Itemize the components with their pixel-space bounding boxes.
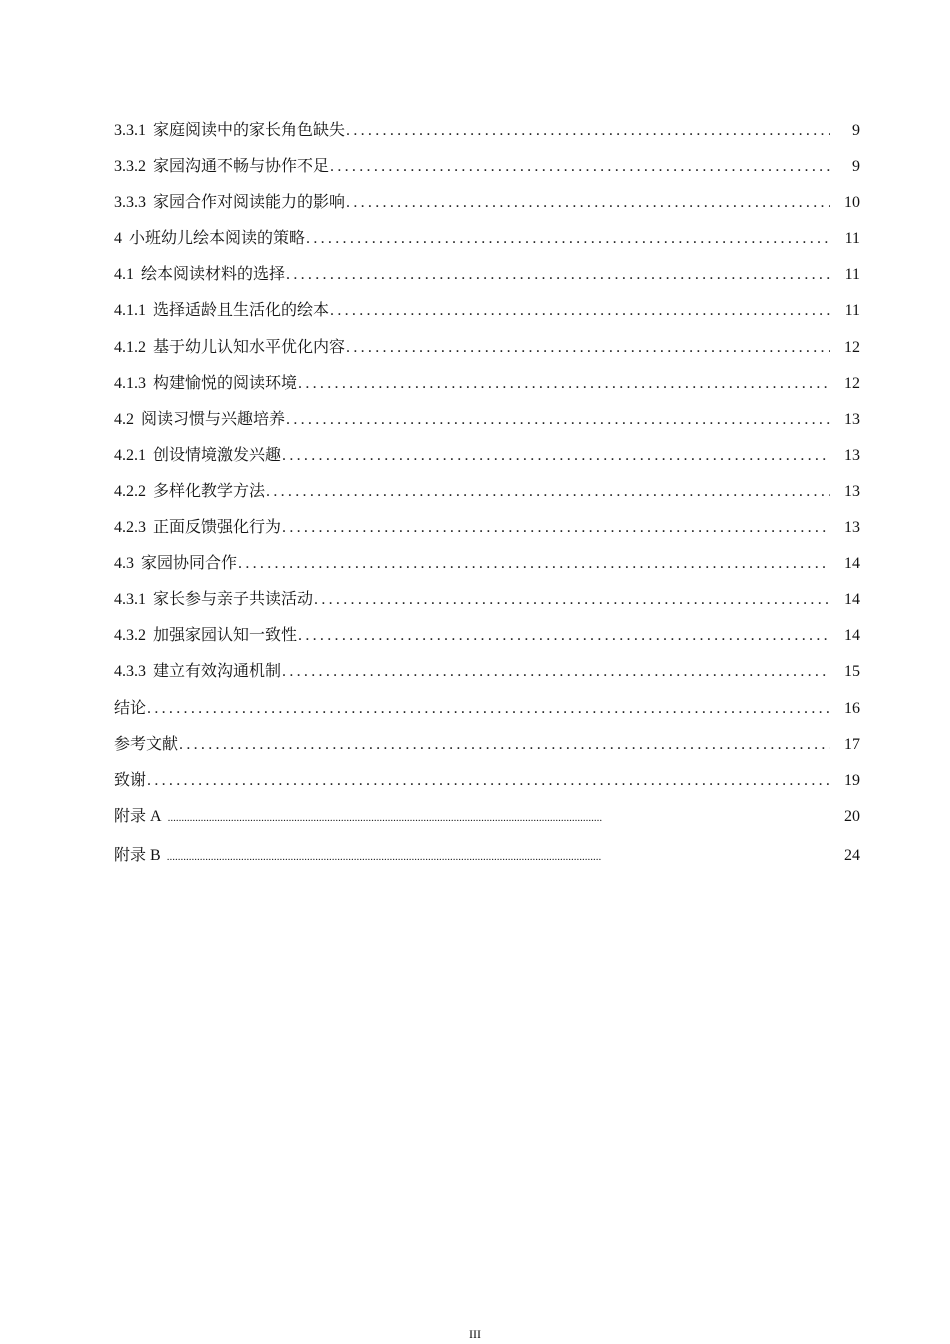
toc-entry[interactable] bbox=[114, 474, 860, 510]
toc-leader-dots bbox=[330, 149, 830, 185]
toc-entry-number: 4.2.1 bbox=[114, 446, 146, 464]
toc-entry-page: 11 bbox=[844, 302, 860, 320]
toc-entry-number: 4.2.2 bbox=[114, 482, 146, 500]
toc-entry[interactable] bbox=[114, 654, 860, 690]
toc-entry[interactable] bbox=[114, 838, 860, 877]
toc-entry-title: 阅读习惯与兴趣培养 bbox=[141, 410, 286, 428]
toc-entry[interactable] bbox=[114, 293, 860, 329]
toc-entry-label bbox=[114, 582, 313, 618]
toc-entry-label bbox=[114, 402, 285, 438]
toc-entry-page: 17 bbox=[844, 735, 860, 753]
toc-entry-page: 10 bbox=[844, 194, 860, 212]
toc-entry-number: 4.2 bbox=[114, 410, 134, 428]
toc-entry-number: 3.3.2 bbox=[114, 158, 146, 176]
toc-entry-title: 附录 B bbox=[114, 846, 161, 864]
toc-entry-label bbox=[114, 185, 345, 221]
toc-entry-page: 20 bbox=[844, 807, 860, 825]
toc-entry-label bbox=[114, 618, 297, 654]
toc-entry-label bbox=[114, 221, 305, 257]
toc-entry-number: 4.3.3 bbox=[114, 663, 146, 681]
toc-leader-dots bbox=[147, 691, 830, 727]
toc-entry-title: 绘本阅读材料的选择 bbox=[141, 266, 286, 284]
toc-entry-page: 13 bbox=[844, 519, 860, 537]
toc-entry[interactable] bbox=[114, 257, 860, 293]
toc-entry[interactable] bbox=[114, 438, 860, 474]
toc-leader-dots bbox=[286, 402, 830, 438]
toc-entry-number: 4.1.3 bbox=[114, 374, 146, 392]
toc-entry-title: 家园合作对阅读能力的影响 bbox=[153, 194, 346, 212]
toc-entry[interactable] bbox=[114, 691, 860, 727]
toc-entry-title: 小班幼儿绘本阅读的策略 bbox=[129, 230, 306, 248]
toc-entry[interactable] bbox=[114, 366, 860, 402]
toc-leader-dots bbox=[330, 293, 830, 329]
toc-entry-label bbox=[114, 691, 146, 727]
toc-entry-label bbox=[114, 763, 146, 799]
toc-entry-title: 构建愉悦的阅读环境 bbox=[153, 374, 298, 392]
toc-leader-dots bbox=[168, 800, 836, 836]
toc-leader-dots bbox=[314, 582, 830, 618]
toc-leader-dots bbox=[179, 727, 830, 763]
toc-entry-page: 13 bbox=[844, 410, 860, 428]
toc-entry-label bbox=[114, 366, 297, 402]
table-of-contents bbox=[114, 113, 860, 877]
page-number: III bbox=[469, 1327, 481, 1341]
toc-leader-dots bbox=[346, 185, 830, 221]
toc-leader-dots bbox=[167, 839, 836, 875]
toc-entry-label bbox=[114, 546, 237, 582]
toc-entry-label bbox=[114, 838, 161, 874]
toc-entry-page: 13 bbox=[844, 446, 860, 464]
toc-entry-title: 家园协同合作 bbox=[141, 555, 238, 573]
toc-entry[interactable] bbox=[114, 330, 860, 366]
toc-entry-label bbox=[114, 654, 281, 690]
toc-entry-label bbox=[114, 510, 281, 546]
toc-entry-title: 正面反馈强化行为 bbox=[153, 519, 282, 537]
toc-entry[interactable] bbox=[114, 510, 860, 546]
toc-entry-title: 选择适龄且生活化的绘本 bbox=[153, 302, 330, 320]
toc-entry-number: 4 bbox=[114, 230, 122, 248]
toc-leader-dots bbox=[282, 438, 830, 474]
toc-entry-label bbox=[114, 474, 265, 510]
toc-entry-number: 4.3.2 bbox=[114, 627, 146, 645]
toc-entry-label bbox=[114, 799, 162, 835]
toc-entry-title: 加强家园认知一致性 bbox=[153, 627, 298, 645]
toc-entry-number: 4.2.3 bbox=[114, 519, 146, 537]
toc-entry-title: 多样化教学方法 bbox=[153, 482, 266, 500]
toc-entry[interactable] bbox=[114, 546, 860, 582]
toc-entry-number: 4.3 bbox=[114, 555, 134, 573]
toc-leader-dots bbox=[298, 618, 830, 654]
toc-leader-dots bbox=[298, 366, 830, 402]
toc-entry-title: 基于幼儿认知水平优化内容 bbox=[153, 338, 346, 356]
toc-entry-label bbox=[114, 438, 281, 474]
toc-entry-page: 11 bbox=[844, 230, 860, 248]
toc-entry-title: 结论 bbox=[114, 699, 147, 717]
toc-entry-number: 3.3.3 bbox=[114, 194, 146, 212]
toc-entry-page: 9 bbox=[852, 122, 860, 139]
toc-leader-dots bbox=[346, 330, 830, 366]
toc-entry-number: 3.3.1 bbox=[114, 122, 146, 139]
toc-leader-dots bbox=[282, 510, 830, 546]
toc-entry-page: 14 bbox=[844, 591, 860, 609]
toc-entry-page: 15 bbox=[844, 663, 860, 681]
toc-entry-number: 4.3.1 bbox=[114, 591, 146, 609]
toc-entry[interactable] bbox=[114, 149, 860, 185]
toc-entry[interactable] bbox=[114, 221, 860, 257]
toc-entry-title: 家庭阅读中的家长角色缺失 bbox=[153, 122, 346, 139]
toc-entry-label bbox=[114, 330, 345, 366]
toc-entry[interactable] bbox=[114, 402, 860, 438]
toc-entry[interactable] bbox=[114, 582, 860, 618]
toc-entry[interactable] bbox=[114, 799, 860, 838]
toc-entry-page: 11 bbox=[844, 266, 860, 284]
toc-entry-page: 24 bbox=[844, 846, 860, 864]
toc-entry-title: 附录 A bbox=[114, 807, 162, 825]
toc-entry-page: 14 bbox=[844, 555, 860, 573]
toc-entry-page: 14 bbox=[844, 627, 860, 645]
toc-leader-dots bbox=[306, 221, 830, 257]
toc-entry[interactable] bbox=[114, 763, 860, 799]
toc-entry-title: 致谢 bbox=[114, 771, 147, 789]
toc-entry-page: 12 bbox=[844, 374, 860, 392]
toc-entry-number: 4.1.2 bbox=[114, 338, 146, 356]
toc-entry-title: 创设情境激发兴趣 bbox=[153, 446, 282, 464]
toc-entry-page: 9 bbox=[852, 158, 860, 176]
toc-entry-page: 13 bbox=[844, 482, 860, 500]
toc-leader-dots bbox=[346, 113, 830, 149]
toc-entry-label bbox=[114, 257, 285, 293]
toc-entry-title: 参考文献 bbox=[114, 735, 179, 753]
toc-entry[interactable] bbox=[114, 727, 860, 763]
toc-entry[interactable] bbox=[114, 113, 860, 149]
toc-leader-dots bbox=[266, 474, 830, 510]
toc-entry-page: 19 bbox=[844, 771, 860, 789]
toc-entry[interactable] bbox=[114, 618, 860, 654]
toc-entry-label bbox=[114, 727, 178, 763]
toc-entry-number: 4.1 bbox=[114, 266, 134, 284]
toc-leader-dots bbox=[238, 546, 830, 582]
toc-entry-page: 12 bbox=[844, 338, 860, 356]
toc-leader-dots bbox=[147, 763, 830, 799]
toc-entry-title: 家园沟通不畅与协作不足 bbox=[153, 158, 330, 176]
toc-leader-dots bbox=[286, 257, 830, 293]
toc-entry-label bbox=[114, 113, 345, 149]
toc-entry-number: 4.1.1 bbox=[114, 302, 146, 320]
toc-entry-title: 建立有效沟通机制 bbox=[153, 663, 282, 681]
toc-leader-dots bbox=[282, 654, 830, 690]
toc-entry[interactable] bbox=[114, 185, 860, 221]
toc-entry-label bbox=[114, 149, 329, 185]
toc-entry-page: 16 bbox=[844, 699, 860, 717]
toc-entry-title: 家长参与亲子共读活动 bbox=[153, 591, 314, 609]
toc-entry-label bbox=[114, 293, 329, 329]
